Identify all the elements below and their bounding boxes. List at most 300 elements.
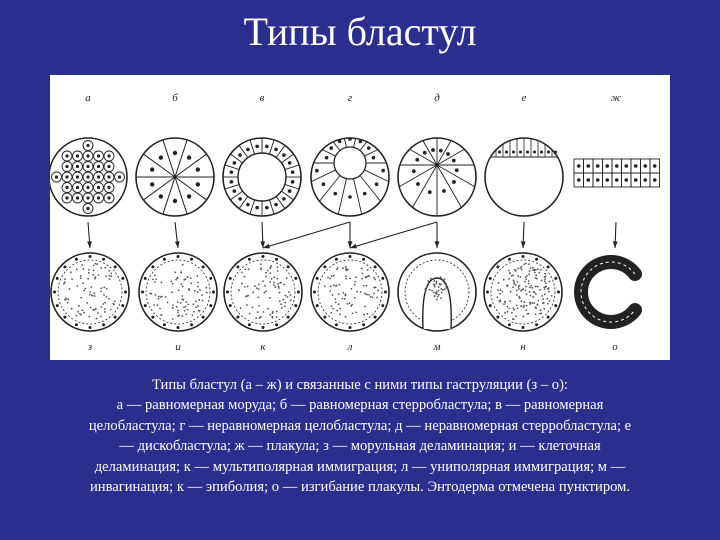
endoderm-dot: [526, 293, 528, 295]
endoderm-dot: [109, 278, 111, 280]
endoderm-dot: [177, 310, 179, 312]
nucleus: [431, 148, 435, 152]
endoderm-dot: [180, 283, 182, 285]
nucleus: [586, 178, 590, 182]
endoderm-dot: [512, 286, 514, 288]
endoderm-dot: [336, 268, 338, 270]
endoderm-dot: [324, 285, 326, 287]
nucleus: [291, 180, 295, 184]
endoderm-dot: [93, 292, 95, 294]
endoderm-dot: [346, 303, 348, 305]
endoderm-dot: [361, 268, 363, 270]
nucleus: [246, 203, 250, 207]
gastrula: [51, 253, 129, 331]
ectoderm-layer: [318, 260, 382, 324]
nucleus: [75, 323, 78, 326]
endoderm-dot: [525, 286, 527, 288]
endoderm-dot: [515, 315, 517, 317]
nucleus: [107, 196, 110, 199]
endoderm-dot: [95, 263, 97, 265]
nucleus: [190, 258, 193, 261]
endoderm-dot: [518, 288, 520, 290]
nucleus: [359, 140, 363, 144]
endoderm-dot: [532, 267, 534, 269]
endoderm-dot: [185, 306, 187, 308]
endoderm-dot: [341, 298, 343, 300]
endoderm-dot: [277, 266, 279, 268]
nucleus: [526, 151, 529, 154]
endoderm-dot: [499, 293, 501, 295]
nucleus: [522, 326, 525, 329]
endoderm-dot: [68, 288, 70, 290]
endoderm-dot: [171, 291, 173, 293]
endoderm-dot: [373, 277, 375, 279]
endoderm-dot: [355, 311, 357, 313]
endoderm-dot: [442, 289, 444, 291]
endoderm-dot: [259, 317, 261, 319]
endoderm-dot: [273, 277, 275, 279]
endoderm-dot: [177, 301, 179, 303]
endoderm-dot: [548, 291, 550, 293]
endoderm-dot: [519, 267, 521, 269]
endoderm-dot: [94, 295, 96, 297]
endoderm-dot: [528, 283, 530, 285]
endoderm-dot: [528, 274, 530, 276]
gastrula-label: з: [87, 341, 93, 353]
ectoderm-layer: [491, 260, 555, 324]
endoderm-dot: [346, 270, 348, 272]
endoderm-dot: [513, 283, 515, 285]
endoderm-dot: [79, 313, 81, 315]
outline: [139, 253, 217, 331]
nucleus: [107, 175, 110, 178]
endoderm-dot: [351, 304, 353, 306]
endoderm-dot: [181, 315, 183, 317]
endoderm-dot: [172, 307, 174, 309]
endoderm-dot: [377, 290, 379, 292]
nucleus: [615, 164, 619, 168]
nucleus: [265, 145, 269, 149]
nucleus: [56, 277, 59, 280]
endoderm-dot: [529, 270, 531, 272]
nucleus: [540, 151, 543, 154]
endoderm-dot: [333, 275, 335, 277]
endoderm-dot: [83, 290, 85, 292]
endoderm-dot: [92, 309, 94, 311]
endoderm-dot: [542, 298, 544, 300]
arrow: [350, 222, 437, 248]
cell-wall: [269, 140, 274, 154]
caption-line: инвагинация; к — эпиболия; о — изгибание плакулы. Энтодерма отмечена пунктиром.: [89, 479, 631, 496]
endoderm-dot: [183, 306, 185, 308]
blastula-label: д: [434, 92, 440, 104]
endoderm-dot: [532, 296, 534, 298]
endoderm-dot: [280, 282, 282, 284]
endoderm-dot: [508, 270, 510, 272]
nucleus: [144, 304, 147, 307]
nucleus: [294, 304, 297, 307]
nucleus: [274, 148, 278, 152]
endoderm-dot: [108, 298, 110, 300]
endoderm-dot: [437, 296, 439, 298]
endoderm-dot: [252, 307, 254, 309]
nucleus: [624, 178, 628, 182]
endoderm-dot: [508, 278, 510, 280]
blastula-unequal-coeloblastula: [311, 137, 389, 216]
endoderm-dot: [516, 289, 518, 291]
ectoderm-layer: [146, 260, 210, 324]
endoderm-dot: [429, 289, 431, 291]
endoderm-dot: [533, 302, 535, 304]
endoderm-dot: [103, 287, 105, 289]
endoderm-dot: [525, 262, 527, 264]
endoderm-dot: [374, 279, 376, 281]
endoderm-dot: [154, 281, 156, 283]
nucleus: [533, 151, 536, 154]
endoderm-dot: [544, 288, 546, 290]
endoderm-dot: [83, 312, 85, 314]
nucleus: [97, 154, 100, 157]
nucleus: [547, 316, 550, 319]
nucleus: [163, 258, 166, 261]
endoderm-dot: [373, 287, 375, 289]
endoderm-dot: [185, 313, 187, 315]
nucleus: [349, 255, 352, 258]
endoderm-dot: [511, 312, 513, 314]
endoderm-dot: [532, 302, 534, 304]
nucleus: [275, 323, 278, 326]
endoderm-dot: [247, 286, 249, 288]
endoderm-dot: [503, 303, 505, 305]
nucleus: [634, 178, 638, 182]
endoderm-dot: [524, 281, 526, 283]
endoderm-dot: [197, 286, 199, 288]
nucleus: [141, 291, 144, 294]
nucleus: [596, 178, 600, 182]
nucleus: [89, 326, 92, 329]
arrow: [521, 222, 526, 248]
blastula-types-figure: [50, 75, 670, 360]
endoderm-dot: [80, 297, 82, 299]
nucleus: [362, 323, 365, 326]
endoderm-dot: [354, 284, 356, 286]
endoderm-dot: [286, 277, 288, 279]
endoderm-dot: [270, 265, 272, 267]
nucleus: [65, 186, 68, 189]
arrow: [435, 222, 440, 248]
endoderm-dot: [64, 299, 66, 301]
nucleus: [76, 154, 79, 157]
endoderm-dot: [76, 268, 78, 270]
endoderm-dot: [427, 280, 429, 282]
endoderm-dot: [155, 294, 157, 296]
nucleus: [89, 255, 92, 258]
endoderm-dot: [192, 314, 194, 316]
nucleus: [187, 194, 191, 198]
endoderm-dot: [172, 304, 174, 306]
endoderm-dot: [260, 316, 262, 318]
nucleus: [374, 316, 377, 319]
endoderm-dot: [331, 275, 333, 277]
endoderm-dot: [252, 291, 254, 293]
endoderm-dot: [549, 300, 551, 302]
endoderm-dot: [193, 311, 195, 313]
caption-line: целобластула; г — неравномерная целобластула; д — неравномерная стерробластула; е: [88, 417, 632, 434]
endoderm-dot: [525, 278, 527, 280]
nucleus: [246, 148, 250, 152]
endoderm-dot: [195, 306, 197, 308]
endoderm-dot: [271, 278, 273, 280]
endoderm-dot: [88, 272, 90, 274]
endoderm-dot: [100, 290, 102, 292]
endoderm-dot: [509, 300, 511, 302]
nucleus: [262, 255, 265, 258]
endoderm-dot: [535, 313, 537, 315]
gastrula: [311, 253, 389, 331]
endoderm-dot: [331, 305, 333, 307]
endoderm-dot: [280, 303, 282, 305]
endoderm-dot: [64, 281, 66, 283]
endoderm-dot: [523, 306, 525, 308]
endoderm-dot: [434, 295, 436, 297]
nucleus: [76, 165, 79, 168]
cell-wall: [319, 176, 340, 202]
nucleus: [86, 175, 89, 178]
endoderm-dot: [528, 280, 530, 282]
endoderm-dot: [199, 289, 201, 291]
endoderm-dot: [70, 271, 72, 273]
nucleus: [653, 178, 657, 182]
endoderm-dot: [258, 288, 260, 290]
endoderm-dot: [206, 292, 208, 294]
endoderm-dot: [174, 271, 176, 273]
endoderm-dot: [113, 303, 115, 305]
outline: [484, 253, 562, 331]
endoderm-dot: [363, 285, 365, 287]
nucleus: [412, 169, 416, 173]
endoderm-dot: [533, 269, 535, 271]
endoderm-dot: [98, 274, 100, 276]
nucleus: [255, 206, 259, 210]
endoderm-dot: [167, 301, 169, 303]
nucleus: [362, 258, 365, 261]
endoderm-dot: [282, 299, 284, 301]
nucleus: [508, 323, 511, 326]
endoderm-dot: [95, 308, 97, 310]
gastrula: [398, 253, 476, 331]
endoderm-dot: [513, 307, 515, 309]
endoderm-dot: [424, 288, 426, 290]
outline: [224, 253, 302, 331]
blastula-label: б: [172, 92, 178, 104]
nucleus: [554, 277, 557, 280]
endoderm-dot: [349, 302, 351, 304]
endoderm-dot: [535, 293, 537, 295]
endoderm-dot: [517, 275, 519, 277]
endoderm-dot: [176, 277, 178, 279]
nucleus: [442, 189, 446, 193]
endoderm-dot: [541, 280, 543, 282]
cell-wall: [360, 176, 381, 202]
endoderm-dot: [525, 309, 527, 311]
nucleus: [423, 151, 427, 155]
nucleus: [643, 164, 647, 168]
endoderm-dot: [433, 292, 435, 294]
blastula-label: в: [259, 92, 265, 104]
nucleus: [86, 144, 89, 147]
nucleus: [187, 155, 191, 159]
endoderm-dot: [194, 290, 196, 292]
endoderm-dot: [537, 300, 539, 302]
nucleus: [522, 255, 525, 258]
endoderm-dot: [76, 285, 78, 287]
gastrula: [484, 253, 562, 331]
endoderm-dot: [178, 290, 180, 292]
endoderm-dot: [433, 278, 435, 280]
endoderm-dot: [289, 294, 291, 296]
nucleus: [335, 323, 338, 326]
caption-line: деламинация; к — мультиполярная иммиграция; л — униполярная иммиграция; м —: [94, 458, 626, 475]
endoderm-dot: [360, 291, 362, 293]
nucleus: [151, 265, 154, 268]
blastula-label: е: [521, 92, 527, 104]
endoderm-dot: [548, 287, 550, 289]
endoderm-dot: [158, 296, 160, 298]
endoderm-dot: [273, 282, 275, 284]
endoderm-dot: [180, 302, 182, 304]
nucleus: [102, 323, 105, 326]
endoderm-dot: [338, 293, 340, 295]
endoderm-dot: [523, 301, 525, 303]
caption-line: — дискобластула; ж — плакула; з — морульная деламинация; и — клеточная: [119, 438, 601, 455]
nucleus: [173, 151, 177, 155]
endoderm-dot: [507, 311, 509, 313]
cell-wall: [225, 165, 239, 170]
endoderm-dot: [545, 282, 547, 284]
nucleus: [605, 178, 609, 182]
endoderm-dot: [444, 279, 446, 281]
endoderm-dot: [108, 270, 110, 272]
arrow-head: [435, 241, 440, 248]
nucleus: [315, 169, 319, 173]
nucleus: [348, 195, 352, 199]
endoderm-dot: [256, 287, 258, 289]
endoderm-dot: [278, 287, 280, 289]
endoderm-dot: [181, 298, 183, 300]
nucleus: [512, 151, 515, 154]
endoderm-dot: [152, 279, 154, 281]
nucleus: [486, 291, 489, 294]
endoderm-dot: [290, 299, 292, 301]
ectoderm-layer: [231, 260, 295, 324]
endoderm-dot: [436, 291, 438, 293]
nucleus: [505, 151, 508, 154]
endoderm-dot: [334, 298, 336, 300]
nucleus: [496, 316, 499, 319]
nucleus: [177, 255, 180, 258]
nucleus: [262, 326, 265, 329]
nucleus: [226, 291, 229, 294]
nucleus: [202, 265, 205, 268]
nucleus: [177, 326, 180, 329]
nucleus: [554, 151, 557, 154]
endoderm-dot: [517, 268, 519, 270]
endoderm-dot: [338, 284, 340, 286]
endoderm-dot: [241, 271, 243, 273]
cell-wall: [285, 165, 299, 170]
endoderm-dot: [539, 289, 541, 291]
endoderm-dot: [354, 281, 356, 283]
endoderm-dot: [283, 284, 285, 286]
endoderm-dot: [260, 263, 262, 265]
nucleus: [159, 155, 163, 159]
nucleus: [230, 170, 234, 174]
nucleus: [624, 164, 628, 168]
endoderm-dot: [438, 286, 440, 288]
nucleus: [107, 154, 110, 157]
endoderm-dot: [342, 292, 344, 294]
nucleus: [288, 161, 292, 165]
endoderm-dot: [100, 267, 102, 269]
endoderm-dot: [192, 303, 194, 305]
endoderm-dot: [523, 263, 525, 265]
nucleus: [248, 258, 251, 261]
endoderm-dot: [509, 272, 511, 274]
endoderm-dot: [544, 278, 546, 280]
endoderm-dot: [503, 279, 505, 281]
endoderm-dot: [114, 300, 116, 302]
endoderm-dot: [336, 310, 338, 312]
endoderm-dot: [531, 287, 533, 289]
endoderm-dot: [108, 275, 110, 277]
endoderm-dot: [363, 314, 365, 316]
endoderm-dot: [366, 294, 368, 296]
gastrula-label: к: [260, 341, 266, 353]
blastula-label: а: [85, 92, 91, 104]
nucleus: [452, 159, 456, 163]
endoderm-dot: [535, 306, 537, 308]
endoderm-dot: [199, 310, 201, 312]
nucleus: [233, 189, 237, 193]
endoderm-dot: [110, 309, 112, 311]
nucleus: [282, 197, 286, 201]
arrow-shaft: [263, 222, 350, 248]
endoderm-dot: [544, 273, 546, 275]
endoderm-dot: [521, 305, 523, 307]
endoderm-dot: [526, 275, 528, 277]
endoderm-dot: [258, 284, 260, 286]
endoderm-dot: [240, 307, 242, 309]
endoderm-dot: [530, 295, 532, 297]
endoderm-dot: [244, 286, 246, 288]
nucleus: [287, 316, 290, 319]
gastrula-label: м: [433, 341, 441, 353]
nucleus: [86, 207, 89, 210]
endoderm-dot: [100, 306, 102, 308]
endoderm-dot: [329, 290, 331, 292]
nucleus: [121, 304, 124, 307]
endoderm-dot: [540, 269, 542, 271]
arrow: [260, 222, 265, 248]
endoderm-dot: [508, 308, 510, 310]
endoderm-dot: [545, 276, 547, 278]
endoderm-dot: [434, 286, 436, 288]
nucleus: [229, 304, 232, 307]
endoderm-dot: [89, 291, 91, 293]
endoderm-dot: [272, 311, 274, 313]
blastula-unequal-sterroblastula: [398, 138, 476, 216]
blastula-discoblastula: [485, 138, 563, 216]
